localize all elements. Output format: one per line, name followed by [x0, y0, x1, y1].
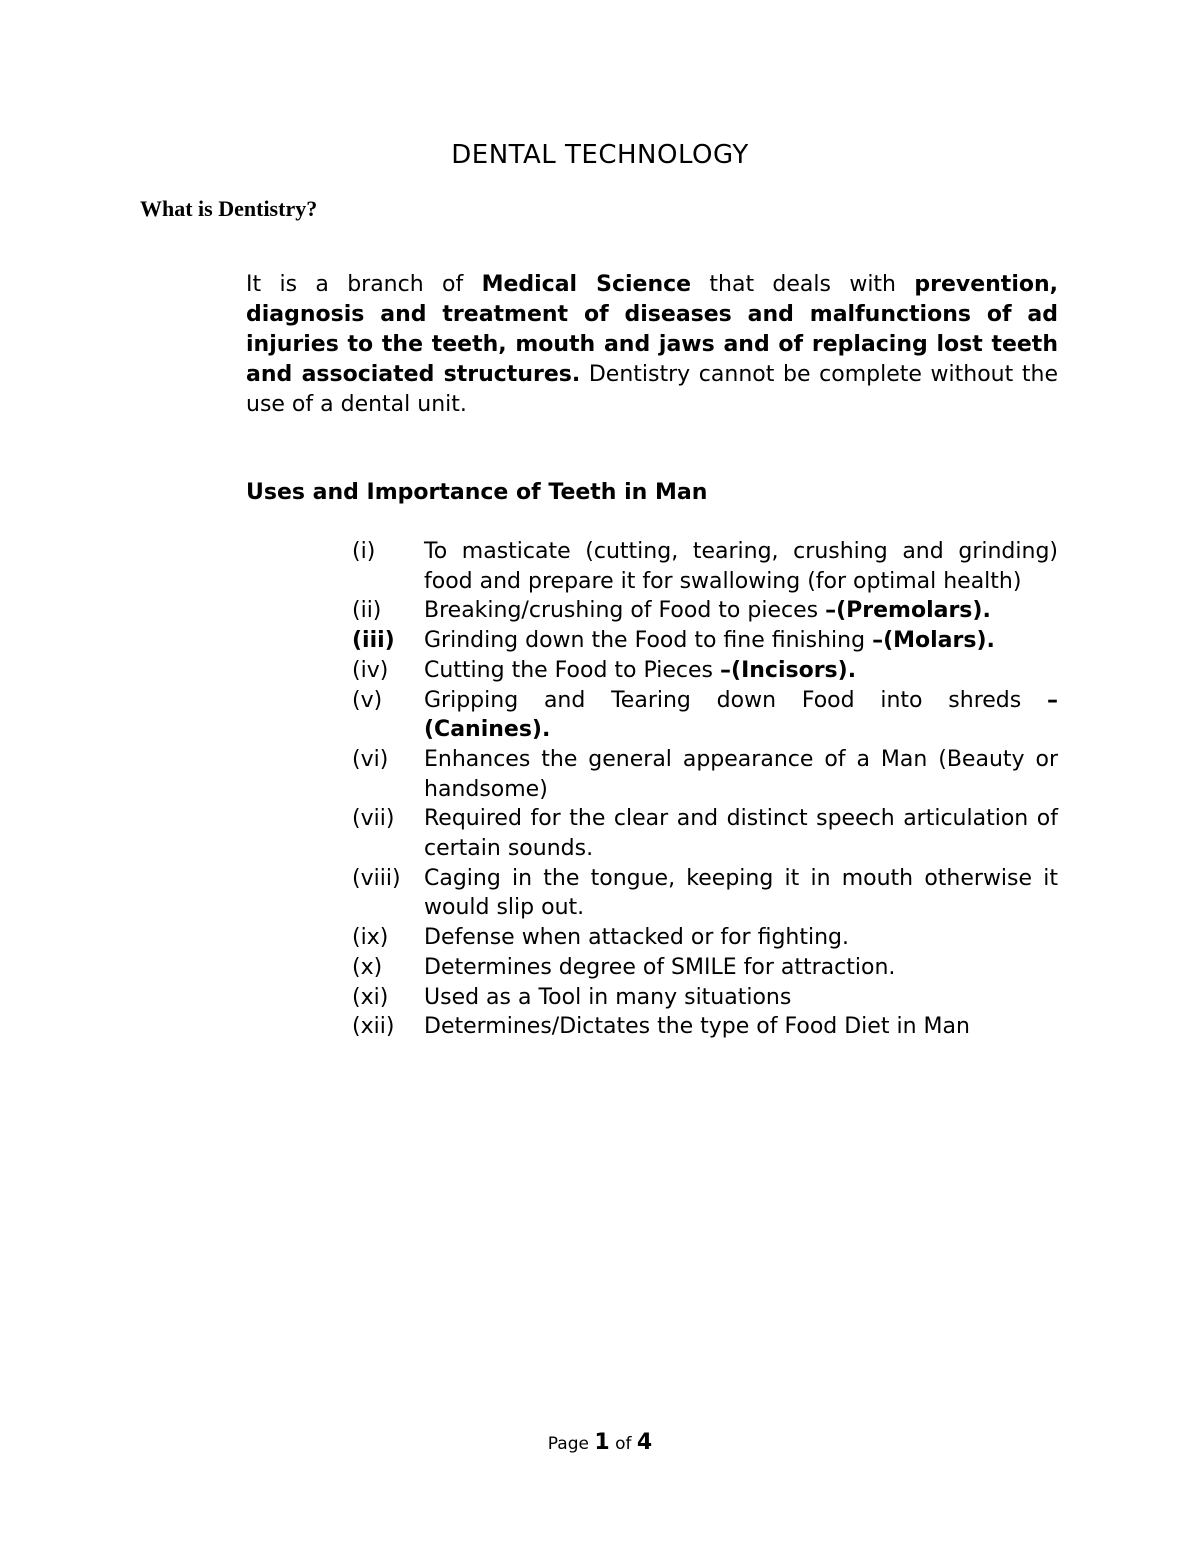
intro-text-1: It is a branch of — [246, 272, 482, 297]
list-item — [352, 804, 1058, 863]
list-item-marker: (xi) — [352, 984, 389, 1010]
list-item-text — [424, 983, 1058, 1013]
list-item-plain: Determines degree of SMILE for attraction. — [424, 954, 896, 980]
list-item-text — [424, 923, 1058, 953]
list-item-text — [424, 745, 1058, 804]
list-item-text — [424, 537, 1058, 596]
list-item-marker: (vii) — [352, 806, 395, 832]
list-item-text — [424, 656, 1058, 686]
intro-text-2: that deals with — [691, 272, 915, 297]
list-item — [352, 656, 1058, 686]
list-item-plain: Breaking/crushing of Food to pieces — [424, 598, 826, 624]
list-item-plain: Enhances the general appearance of a Man (Beauty or handsome) — [424, 746, 1058, 802]
list-item — [352, 626, 1058, 656]
list-item — [352, 923, 1058, 953]
intro-text-3: Dentistry cannot be complete without the use of a dental unit. — [246, 362, 1058, 417]
uses-list — [352, 537, 1058, 1042]
list-item-marker: (iii) — [352, 628, 395, 654]
list-item-plain: To masticate (cutting, tearing, crushing and grinding) food and prepare it for swallowing (for optimal health) — [424, 539, 1058, 594]
list-item — [352, 864, 1058, 923]
list-item-plain: Caging in the tongue, keeping it in mouth otherwise it would slip out. — [424, 865, 1058, 921]
list-item-text — [424, 1012, 1058, 1042]
list-item-bold: –(Incisors). — [720, 657, 857, 683]
list-item-bold: – (Canines). — [424, 687, 1058, 743]
footer-page-word: Page — [547, 1434, 589, 1454]
list-item-marker: (i) — [352, 539, 376, 564]
list-item-marker: (v) — [352, 687, 383, 713]
list-item-marker: (x) — [352, 954, 383, 980]
list-item-plain: Gripping and Tearing down Food into shreds — [424, 687, 1047, 713]
question-heading: What is Dentistry? — [140, 196, 318, 221]
list-item-bold: –(Premolars). — [825, 598, 991, 624]
list-item-text — [424, 626, 1058, 656]
list-item-plain: Cutting the Food to Pieces — [424, 657, 721, 683]
footer-current-page: 1 — [594, 1430, 610, 1455]
list-item — [352, 745, 1058, 804]
document-title: DENTAL TECHNOLOGY — [451, 140, 749, 170]
intro-bold-2: prevention, diagnosis and treatment of diseases and malfunctions of ad injuries to the teeth, mouth and jaws and of replacing lost teeth and associated structures. — [246, 272, 1058, 387]
list-item-marker: (viii) — [352, 865, 401, 891]
list-item-text — [424, 686, 1058, 745]
list-item-text — [424, 804, 1058, 863]
list-item-plain: Defense when attacked or for fighting. — [424, 925, 850, 951]
list-item-bold: –(Molars). — [872, 628, 995, 654]
list-item-marker: (ii) — [352, 598, 382, 624]
intro-paragraph — [246, 270, 1058, 420]
list-item-marker: (iv) — [352, 657, 389, 683]
list-item-text — [424, 864, 1058, 923]
footer-of-word: of — [615, 1434, 632, 1454]
list-item — [352, 1012, 1058, 1042]
footer-total-pages: 4 — [636, 1430, 653, 1455]
list-item-text — [424, 596, 1058, 626]
list-item-marker: (vi) — [352, 746, 389, 772]
list-item-text — [424, 953, 1058, 983]
list-item-plain: Determines/Dictates the type of Food Diet in Man — [424, 1014, 970, 1040]
list-item — [352, 686, 1058, 745]
list-item-plain: Required for the clear and distinct speech articulation of certain sounds. — [424, 806, 1058, 862]
uses-heading: Uses and Importance of Teeth in Man — [246, 480, 708, 505]
list-item-marker: (ix) — [352, 925, 389, 951]
page-footer — [0, 1430, 1200, 1455]
intro-bold-1: Medical Science — [481, 272, 692, 297]
list-item-marker: (xii) — [352, 1014, 395, 1040]
list-item-plain: Grinding down the Food to fine finishing — [424, 628, 873, 654]
list-item — [352, 596, 1058, 626]
list-item — [352, 953, 1058, 983]
list-item-plain: Used as a Tool in many situations — [424, 984, 792, 1010]
list-item — [352, 537, 1058, 596]
list-item — [352, 983, 1058, 1013]
